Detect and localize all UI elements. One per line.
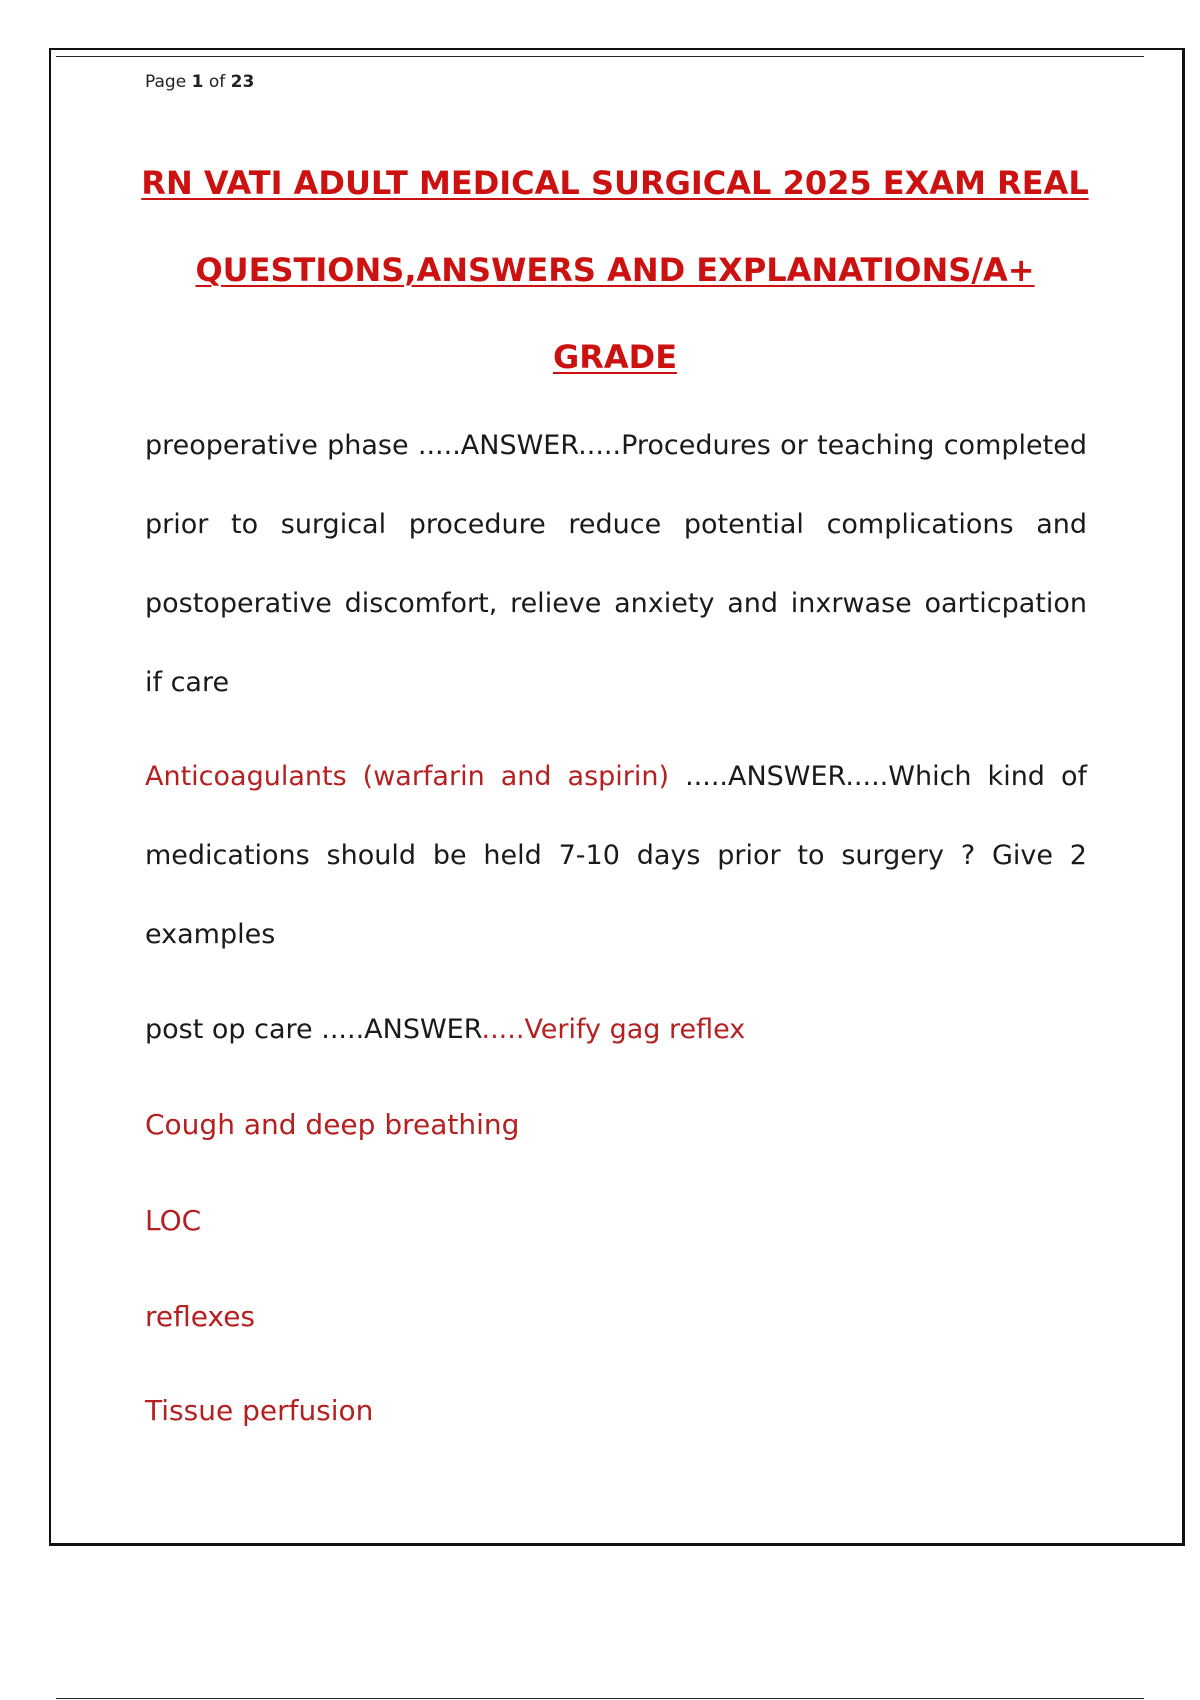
qa-entry-anticoagulants [145,737,1087,974]
answer-separator: .....ANSWER..... [669,761,889,792]
list-item: reflexes [145,1300,256,1333]
list-item: Cough and deep breathing [145,1108,520,1141]
page-current: 1 [191,72,204,92]
answer-separator-red: ..... [481,1014,525,1045]
page-total: 23 [230,72,255,92]
question-text: post op care [145,1014,322,1045]
document-title [140,140,1090,401]
qa-entry-preoperative [145,406,1087,722]
page-counter [145,72,254,92]
answer-separator: .....ANSWER..... [408,430,622,461]
list-item: Tissue perfusion [145,1394,374,1427]
answer-text: Verify gag reflex [524,1014,746,1045]
top-rule [56,56,1144,57]
answer-lead: Anticoagulants (warfarin and aspirin) [145,761,670,792]
page-word: Page [145,72,187,92]
list-item: LOC [145,1204,202,1237]
bottom-rule [56,1698,1144,1699]
question-text: Which kind of medications should be held 7-10 days prior to surgery ? Give 2 examples [145,761,1087,950]
title-line-3: GRADE [552,338,678,376]
question-text: preoperative phase [145,430,409,461]
qa-entry-post-op [145,990,1087,1069]
title-line-2: QUESTIONS,ANSWERS AND EXPLANATIONS/A+ [195,251,1035,289]
title-line-1: RN VATI ADULT MEDICAL SURGICAL 2025 EXAM REAL [141,164,1089,202]
answer-text: Procedures or teaching completed prior to surgical procedure reduce potential complications and postoperative discomfort, relieve anxiety and inxrwase oarticpation if care [145,430,1087,698]
page-of: of [208,72,226,92]
answer-separator: .....ANSWER [321,1014,482,1045]
